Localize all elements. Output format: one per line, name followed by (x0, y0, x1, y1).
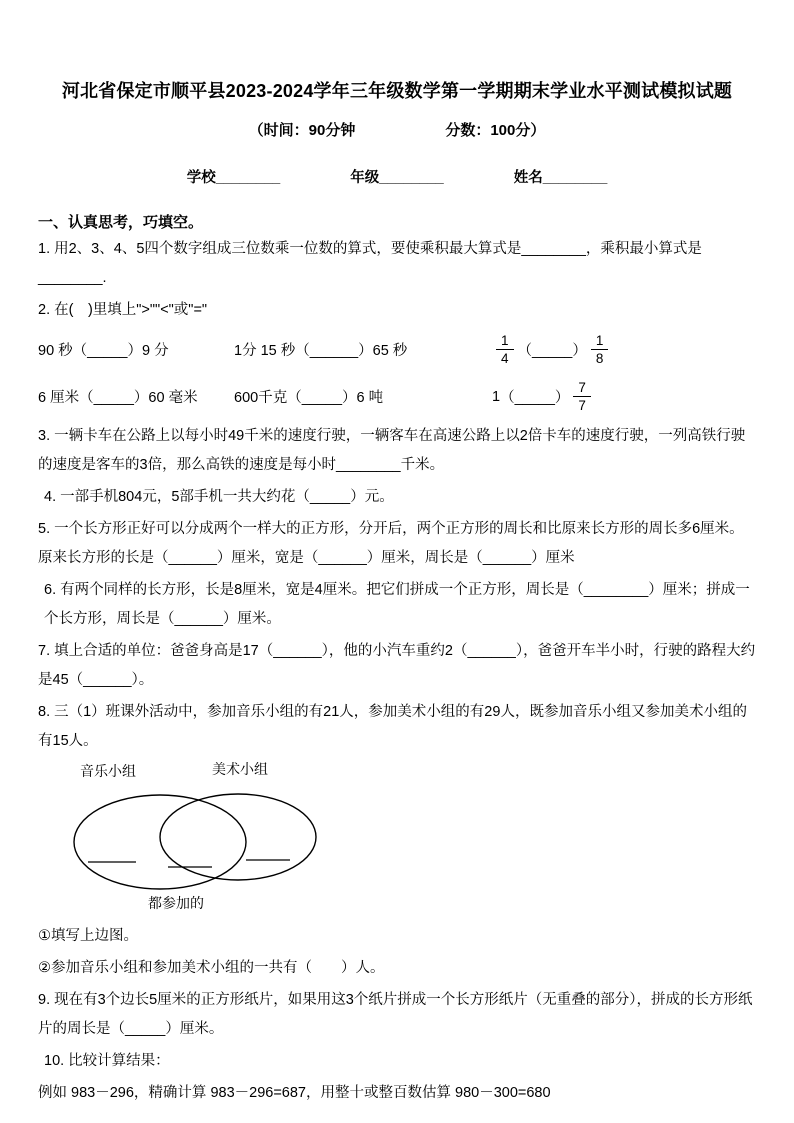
section-1-heading: 一、认真思考，巧填空。 (38, 214, 204, 232)
question-2-intro: 2. 在( )里填上">""<"或"=" (38, 302, 208, 319)
student-info-row (38, 166, 756, 187)
page-title: 河北省保定市顺平县2023-2024学年三年级数学第一学期期末学业水平测试模拟试题 (61, 81, 733, 101)
venn-diagram-container (52, 762, 756, 919)
venn-diagram (52, 762, 342, 914)
venn-left-label: 音乐小组 (80, 763, 136, 780)
question-7: 7. 填上合适的单位：爸爸身高是17（______），他的小汽车重约2（______），爸爸开车半小时，行驶的路程大约是45（______）。 (38, 643, 756, 689)
question-8: 8. 三（1）班课外活动中，参加音乐小组的有21人，参加美术小组的有29人，既参加音乐小组又参加美术小组的有15人。 (38, 704, 747, 750)
time-limit-label: （时间：90分钟 (248, 122, 356, 140)
number-one: 1 (492, 388, 501, 405)
fraction-one-eighth: $\frac{1}{8}$ (591, 333, 609, 367)
venn-right-label: 美术小组 (212, 762, 268, 778)
question-6: 6. 有两个同样的长方形，长是8厘米，宽是4厘米。把它们拼成一个正方形，周长是（________）厘米；拼成一个长方形，周长是（______）厘米。 (44, 582, 750, 628)
fraction-one-fourth: $\frac{1}{4}$ (496, 333, 514, 367)
fraction-seven-sevenths: $\frac{7}{7}$ (573, 380, 591, 414)
total-score-label: 分数：100分） (445, 122, 546, 140)
compare-item-min15s-65s: 1分 15 秒（______）65 秒 (234, 343, 408, 360)
question-5: 5. 一个长方形正好可以分成两个一样大的正方形，分开后，两个正方形的周长和比原来长方形的周长多6厘米。原来长方形的长是（______）厘米，宽是（______）厘米，周长是（______）厘米 (38, 521, 744, 567)
question-9: 9. 现在有3个边长5厘米的正方形纸片，如果用这3个纸片拼成一个长方形纸片（无重叠的部分），拼成的长方形纸片的周长是（_____）厘米。 (38, 992, 753, 1038)
question-10: 10. 比较计算结果： (44, 1053, 170, 1070)
compare-item-cm-mm: 6 厘米（_____）60 毫米 (38, 390, 198, 407)
compare-item-one-seven-sevenths (492, 380, 595, 414)
grade-blank: 年级________ (350, 170, 444, 187)
compare-blank: （_____） (517, 343, 587, 360)
question-3: 3. 一辆卡车在公路上以每小时49千米的速度行驶，一辆客车在高速公路上以2倍卡车的速度行驶，一列高铁行驶的速度是客车的3倍，那么高铁的速度是每小时________千米。 (38, 428, 746, 474)
compare-item-kg-ton: 600千克（_____）6 吨 (234, 390, 384, 407)
compare-blank: （_____） (500, 390, 570, 407)
question-8-sub-2: ②参加音乐小组和参加美术小组的一共有（ ）人。 (38, 960, 385, 977)
question-2-row-1 (38, 327, 756, 372)
venn-bottom-label: 都参加的 (148, 895, 204, 912)
compare-item-seconds-minutes: 90 秒（_____）9 分 (38, 343, 169, 360)
question-4: 4. 一部手机804元，5部手机一共大约花（_____）元。 (44, 489, 394, 506)
question-2-row-2 (38, 374, 756, 419)
exam-meta (38, 119, 756, 140)
question-1: 1. 用2、3、4、5四个数字组成三位数乘一位数的算式，要使乘积最大算式是________，乘积最小算式是________. (38, 241, 702, 287)
compare-item-fractions-quarter-eighth (492, 333, 612, 367)
school-blank: 学校________ (186, 170, 281, 187)
name-blank: 姓名________ (513, 170, 608, 187)
question-8-sub-1: ①填写上边图。 (38, 928, 138, 945)
question-10-example: 例如 983－296，精确计算 983－296=687，用整十或整百数估算 980－300=680 (38, 1085, 551, 1102)
